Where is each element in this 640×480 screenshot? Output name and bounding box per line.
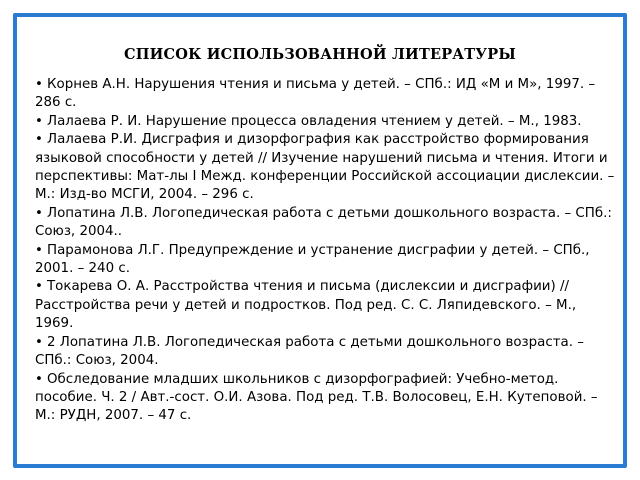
reference-text: Токарева О. А. Расстройства чтения и письма (дислексии и дисграфии) // Расстройства речи у детей и подростков. Под ред. С. С. Ляпидевского. – М., 1969. xyxy=(35,279,577,332)
bullet-icon: • xyxy=(35,334,43,350)
reference-list xyxy=(35,76,615,426)
reference-item xyxy=(35,278,615,333)
reference-item xyxy=(35,76,615,113)
reference-text: Парамонова Л.Г. Предупреждение и устранение дисграфии у детей. – СПб., 2001. – 240 с. xyxy=(35,242,590,277)
bullet-icon: • xyxy=(35,77,43,92)
reference-text: 2 Лопатина Л.В. Логопедическая работа с детьми дошкольного возраста. – СПб.: Союз, 2004. xyxy=(35,334,584,369)
bullet-icon: • xyxy=(35,205,43,221)
bullet-icon: • xyxy=(35,132,43,148)
reference-item xyxy=(35,113,615,131)
reference-text: Лопатина Л.В. Логопедическая работа с детьми дошкольного возраста. – СПб.: Союз, 2004.. xyxy=(35,205,612,240)
reference-text: Обследование младших школьников с дизорфографией: Учебно-метод. пособие. Ч. 2 / Авт.-сост. О.И. Азова. Под ред. Т.В. Волосовец, Е.Н. Кутеповой. – М.: РУДН, 2007. – 47 с. xyxy=(35,371,598,424)
reference-item xyxy=(35,205,615,242)
bullet-icon: • xyxy=(35,371,43,387)
reference-text: Корнев А.Н. Нарушения чтения и письма у детей. – СПб.: ИД «М и М», 1997. – 286 с. xyxy=(35,77,596,111)
reference-item xyxy=(35,131,615,205)
reference-text: Лалаева Р.И. Дисграфия и дизорфография как расстройство формирования языковой способности у детей // Изучение нарушений письма и чтения. Итоги и перспективы: Мат-лы I Межд. конференции Российской ассоциации дислексии. – М.: Изд-во МСГИ, 2004. – 296 с. xyxy=(35,132,615,203)
reference-item xyxy=(35,371,615,426)
reference-item xyxy=(35,334,615,371)
bullet-icon: • xyxy=(35,279,43,295)
page-title: СПИСОК ИСПОЛЬЗОВАННОЙ ЛИТЕРАТУРЫ xyxy=(124,46,516,63)
bullet-icon: • xyxy=(35,242,43,258)
reference-text: Лалаева Р. И. Нарушение процесса овладения чтением у детей. – М., 1983. xyxy=(47,113,582,129)
bullet-icon: • xyxy=(35,113,43,129)
reference-item xyxy=(35,242,615,279)
